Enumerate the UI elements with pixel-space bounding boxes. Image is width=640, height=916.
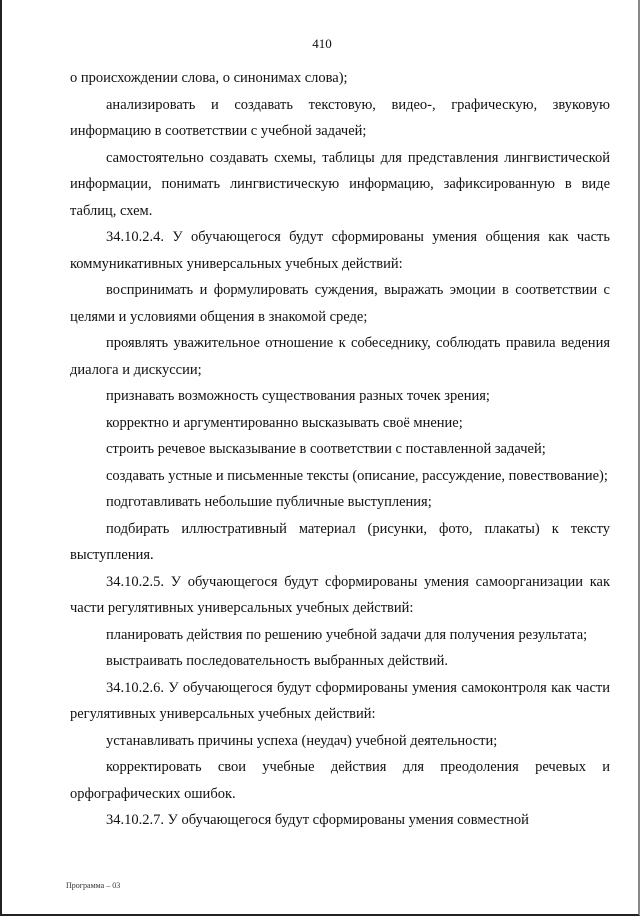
paragraph: планировать действия по решению учебной задачи для получения результата; <box>106 626 588 643</box>
paragraph: анализировать и создавать текстовую, видео-, графическую, звуковую информацию в соответствии с учебной задачей; <box>70 96 610 139</box>
footer-label: Программа – 03 <box>66 881 121 890</box>
paragraph: проявлять уважительное отношение к собеседнику, соблюдать правила ведения диалога и дискуссии; <box>70 335 610 378</box>
paragraph: создавать устные и письменные тексты (описание, рассуждение, повествование); <box>106 467 608 484</box>
paragraph: самостоятельно создавать схемы, таблицы для представления лингвистической информации, понимать лингвистическую информацию, зафиксированную в виде таблиц, схем. <box>70 149 610 219</box>
paragraph: строить речевое высказывание в соответствии с поставленной задачей; <box>106 441 546 457</box>
paragraph: подготавливать небольшие публичные выступления; <box>106 494 432 510</box>
paragraph: о происхождении слова, о синонимах слова); <box>70 70 348 86</box>
section-heading-paragraph: 34.10.2.5. У обучающегося будут сформированы умения самоорганизации как части регулятивных универсальных учебных действий: <box>70 573 610 616</box>
paragraph: устанавливать причины успеха (неудач) учебной деятельности; <box>106 732 498 749</box>
paragraph: воспринимать и формулировать суждения, выражать эмоции в соответствии с целями и условиями общения в знакомой среде; <box>70 282 610 325</box>
paragraph: признавать возможность существования разных точек зрения; <box>106 388 490 404</box>
paragraph: корректно и аргументированно высказывать своё мнение; <box>106 414 463 431</box>
paragraph: корректировать свои учебные действия для преодоления речевых и орфографических ошибок. <box>70 759 610 802</box>
paragraph: подбирать иллюстративный материал (рисунки, фото, плакаты) к тексту выступления. <box>70 520 610 563</box>
page-number: 410 <box>312 36 332 51</box>
section-heading-paragraph: 34.10.2.6. У обучающегося будут сформированы умения самоконтроля как части регулятивных универсальных учебных действий: <box>70 679 610 722</box>
section-heading-paragraph: 34.10.2.4. У обучающегося будут сформированы умения общения как часть коммуникативных универсальных учебных действий: <box>70 229 610 272</box>
document-body <box>70 65 610 834</box>
paragraph: выстраивать последовательность выбранных действий. <box>106 653 449 669</box>
section-heading-paragraph: 34.10.2.7. У обучающегося будут сформированы умения совместной <box>106 812 529 828</box>
